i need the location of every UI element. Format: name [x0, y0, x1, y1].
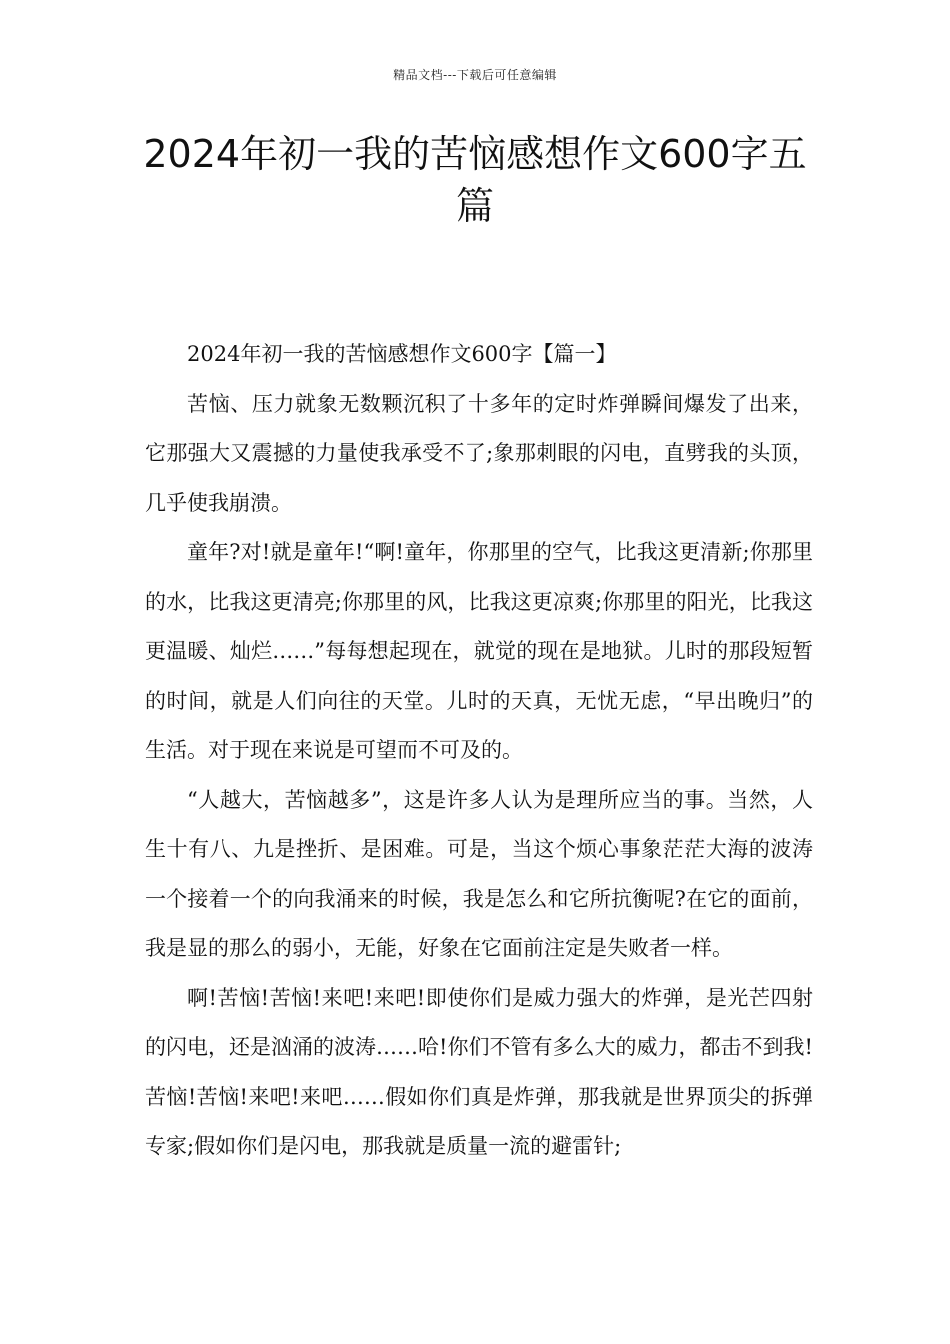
document-title: 2024年初一我的苦恼感想作文600字五篇 — [143, 132, 807, 228]
paragraph: “人越大，苦恼越多”，这是许多人认为是理所应当的事。当然，人生十有八、九是挫折、是困难。可是，当这个烦心事象茫茫大海的波涛一个接着一个的向我涌来的时候，我是怎么和它所抗衡呢?在它的面前，我是显的那么的弱小，无能，好象在它面前注定是失败者一样。 — [145, 787, 813, 960]
paragraph: 童年?对!就是童年!“啊!童年，你那里的空气，比我这更清新;你那里的水，比我这更清亮;你那里的风，比我这更凉爽;你那里的阳光，比我这更温暖、灿烂……”每每想起现在，就觉的现在是地狱。儿时的那段短暂的时间，就是人们向往的天堂。儿时的天真，无忧无虑，“早出晚归”的生活。对于现在来说是可望而不可及的。 — [145, 540, 813, 762]
header-note: 精品文档---下载后可任意编辑 — [393, 68, 557, 82]
document-body — [145, 330, 813, 1172]
section-heading: 2024年初一我的苦恼感想作文600字【篇一】 — [187, 342, 617, 366]
paragraph: 苦恼、压力就象无数颗沉积了十多年的定时炸弹瞬间爆发了出来，它那强大又震撼的力量使我承受不了;象那刺眼的闪电，直劈我的头顶，几乎使我崩溃。 — [145, 391, 813, 515]
paragraph: 啊!苦恼!苦恼!来吧!来吧!即使你们是威力强大的炸弹，是光芒四射的闪电，还是汹涌的波涛……哈!你们不管有多么大的威力，都击不到我!苦恼!苦恼!来吧!来吧……假如你们真是炸弹，那我就是世界顶尖的拆弹专家;假如你们是闪电，那我就是质量一流的避雷针; — [145, 985, 813, 1158]
